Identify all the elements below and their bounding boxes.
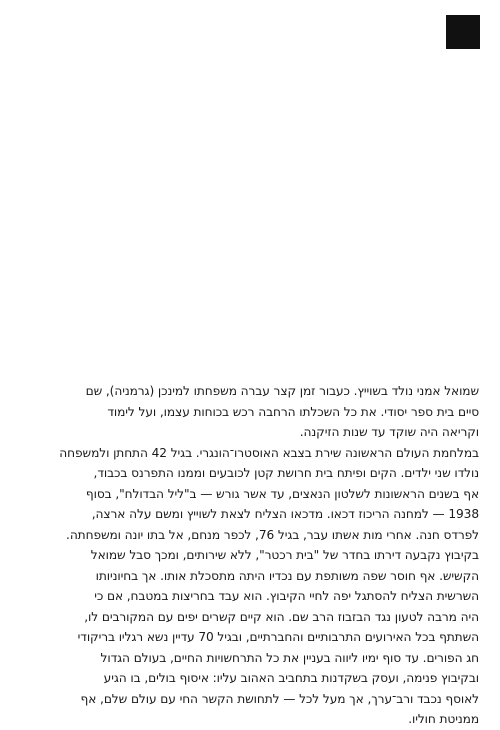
text-line: לאוסף נכבד ורב־ערך, אך מעל לכל — לתחושת הקשר החי עם עולם שלם, אף [80,691,479,706]
text-line: וקריאה היה שוקד עד שנות הזיקנה. [299,425,479,439]
text-line: לפרדס חנה. אחרי מות אשתו עבר, בגיל 76, לכפר מנחם, אל בתו יונה ומשפחתה. [66,527,479,542]
text-line: בקיבוץ נקבעה דירתו בחדר של "בית רכטר", ללא שירותים, ומכך סבל שמואל [90,548,479,562]
text-line: חג הפורים. עד סוף ימיו ליווה בעניין את כל התרחשויות החיים, בעולם הגדול [100,650,479,665]
paragraph-biography-kibbutz-life [24,545,479,730]
text-line: הקשיש. אף חוסר שפה משותפת עם נכדיו היתה מתסכלת אותו. אך בחיוניותו [95,568,479,583]
text-line: ממניטת חוליו. [408,712,479,726]
text-line: שמואל אמני נולד בשוייץ. כעבור זמן קצר עברה משפחתו למינכן (גרמניה), שם [85,384,479,398]
text-line: נולדו שני ילדים. הקים ופיתח בית חרושת קטן לכובעים וממנו התפרנס בכבוד, [93,466,479,480]
page-corner-mark [446,15,480,49]
text-line: ובקיבוץ פנימה, ועסק בשקדנות בתחביב האהוב עליו: איסוף בולים, בו הגיע [103,671,479,685]
text-line: במלחמת העולם הראשונה שירת בצבא האוסטרו־הונגרי. בגיל 42 התחתן ולמשפחה [59,445,479,460]
text-line: 1938 — למחנה הריכוז דכאו. מדכאו הצליח לצאת לשוייץ ומשם עלה ארצה, [91,507,479,521]
paragraph-biography-early-life [24,381,479,545]
text-line: השרשית הצליח להסתגל יפה לחיי הקיבוץ. הוא עבד בחריצות במטבח, אם כי [94,589,479,603]
text-line: אף בשנים הראשונות לשלטון הנאצים, עד אשר גורש — ב"ליל הבדולח", בסוף [85,486,479,501]
text-line: סיים בית ספר יסודי. את כל השכלתו הרחבה רכש בכוחות עצמו, ועל לימוד [107,404,479,419]
text-line: היה מרבה לטעון נגד הבזבוז הרב שם. הוא קיים קשרים יפים עם המקורבים לו, [84,609,479,624]
text-line: השתתף בכל האירועים התרבותיים והחברתיים, ובגיל 70 עדיין נשא רגליו בריקודי [77,630,479,644]
